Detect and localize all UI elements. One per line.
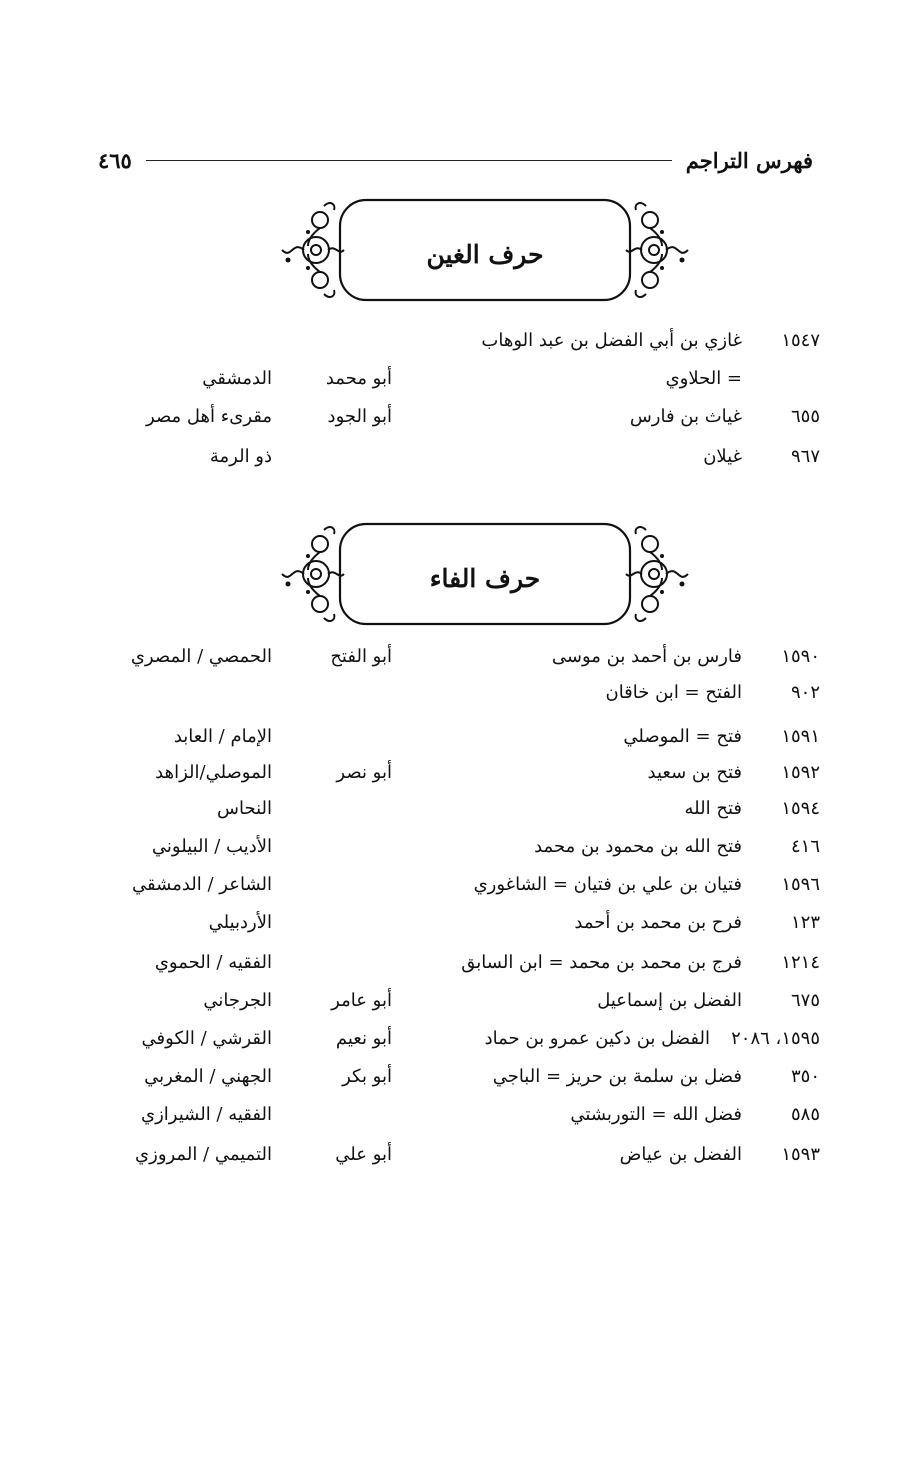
index-entry	[120, 1062, 820, 1098]
entry-number: ٦٧٥	[790, 990, 820, 1011]
index-entry	[120, 1100, 820, 1136]
entry-number: ١٥٩٥، ٢٠٨٦	[731, 1028, 820, 1049]
entry-name: فتح الله بن محمود بن محمد	[534, 836, 742, 857]
page-number: ٤٦٥	[98, 147, 132, 173]
entry-nisba: الأديب / البيلوني	[151, 836, 272, 857]
entry-number: ١٥٤٧	[781, 330, 820, 351]
running-header	[98, 142, 813, 178]
entry-nisba: الجرجاني	[203, 990, 272, 1011]
entry-number: ١٥٩٤	[781, 798, 820, 819]
index-entry	[120, 870, 820, 906]
section-heading-banner	[278, 194, 692, 308]
entry-name: فارس بن أحمد بن موسى	[551, 646, 742, 667]
entry-nisba: الإمام / العابد	[173, 726, 272, 747]
section-heading: حرف الغين	[426, 240, 544, 269]
entry-name: غازي بن أبي الفضل بن عبد الوهاب	[481, 330, 742, 351]
index-entry	[120, 1024, 820, 1060]
entry-number: ٥٨٥	[790, 1104, 820, 1125]
entry-name: فتح = الموصلي	[623, 726, 742, 747]
entry-number: ١٥٩٢	[781, 762, 820, 783]
index-entry	[120, 1140, 820, 1176]
entry-kunya: أبو نعيم	[335, 1028, 392, 1049]
entry-number: ٩٦٧	[790, 446, 820, 467]
index-entry	[120, 908, 820, 944]
running-title: فهرس التراجم	[685, 147, 813, 173]
entry-nisba: الموصلي/الزاهد	[155, 762, 272, 783]
entry-name: الفتح = ابن خاقان	[605, 682, 742, 703]
entry-nisba: الأردبيلي	[208, 912, 272, 933]
entry-kunya: أبو بكر	[342, 1066, 392, 1087]
entry-name: فتيان بن علي بن فتيان = الشاغوري	[473, 874, 742, 895]
index-entry	[120, 326, 820, 362]
entry-nisba: القرشي / الكوفي	[141, 1028, 272, 1049]
entry-name: فضل الله = التوربشتي	[570, 1104, 742, 1125]
entry-name: فرج بن محمد بن محمد = ابن السابق	[461, 952, 742, 973]
index-entry	[120, 442, 820, 478]
entry-kunya: أبو عامر	[331, 990, 392, 1011]
entry-kunya: أبو نصر	[336, 762, 392, 783]
entry-kunya: أبو محمد	[325, 368, 392, 389]
entry-nisba: الدمشقي	[202, 368, 272, 389]
entry-name: غياث بن فارس	[629, 406, 742, 427]
entry-nisba: الفقيه / الشيرازي	[141, 1104, 272, 1125]
section-heading-banner	[278, 518, 692, 632]
index-entry	[120, 678, 820, 714]
entry-nisba: الشاعر / الدمشقي	[132, 874, 272, 895]
entry-name: غيلان	[703, 446, 742, 467]
entry-nisba: التميمي / المروزي	[135, 1144, 272, 1165]
entry-number: ٤١٦	[790, 836, 820, 857]
entry-nisba: النحاس	[217, 798, 272, 819]
entry-name: فرح بن محمد بن أحمد	[574, 912, 742, 933]
entry-name: = الحلاوي	[665, 368, 742, 389]
entry-name: فتح الله	[684, 798, 742, 819]
entry-number: ١٢٣	[790, 912, 820, 933]
entry-kunya: أبو علي	[335, 1144, 392, 1165]
entry-nisba: الجهني / المغربي	[144, 1066, 272, 1087]
entry-nisba: ذو الرمة	[209, 446, 272, 467]
entry-nisba: الحمصي / المصري	[130, 646, 272, 667]
entry-number: ٣٥٠	[790, 1066, 820, 1087]
entry-number: ١٥٩١	[781, 726, 820, 747]
entry-name: الفضل بن دكين عمرو بن حماد	[484, 1028, 710, 1049]
entry-number: ١٢١٤	[781, 952, 820, 973]
header-rule	[146, 160, 672, 161]
entry-kunya: أبو الجود	[327, 406, 392, 427]
index-entry	[120, 364, 820, 400]
index-entry	[120, 722, 820, 758]
index-entry	[120, 948, 820, 984]
entry-nisba: الفقيه / الحموي	[154, 952, 272, 973]
entry-nisba: مقرىء أهل مصر	[146, 406, 272, 427]
index-entry	[120, 402, 820, 438]
index-entry	[120, 642, 820, 678]
entry-number: ١٥٩٠	[781, 646, 820, 667]
entry-number: ١٥٩٦	[781, 874, 820, 895]
index-entry	[120, 758, 820, 794]
entry-number: ١٥٩٣	[781, 1144, 820, 1165]
entry-name: الفضل بن عياض	[619, 1144, 742, 1165]
index-entry	[120, 794, 820, 830]
entry-kunya: أبو الفتح	[330, 646, 392, 667]
index-entry	[120, 986, 820, 1022]
entry-number: ٦٥٥	[790, 406, 820, 427]
entry-name: فضل بن سلمة بن حريز = الباجي	[492, 1066, 742, 1087]
index-entry	[120, 832, 820, 868]
entry-name: الفضل بن إسماعيل	[597, 990, 742, 1011]
entry-number: ٩٠٢	[790, 682, 820, 703]
entry-name: فتح بن سعيد	[647, 762, 742, 783]
section-heading: حرف الفاء	[429, 564, 541, 593]
